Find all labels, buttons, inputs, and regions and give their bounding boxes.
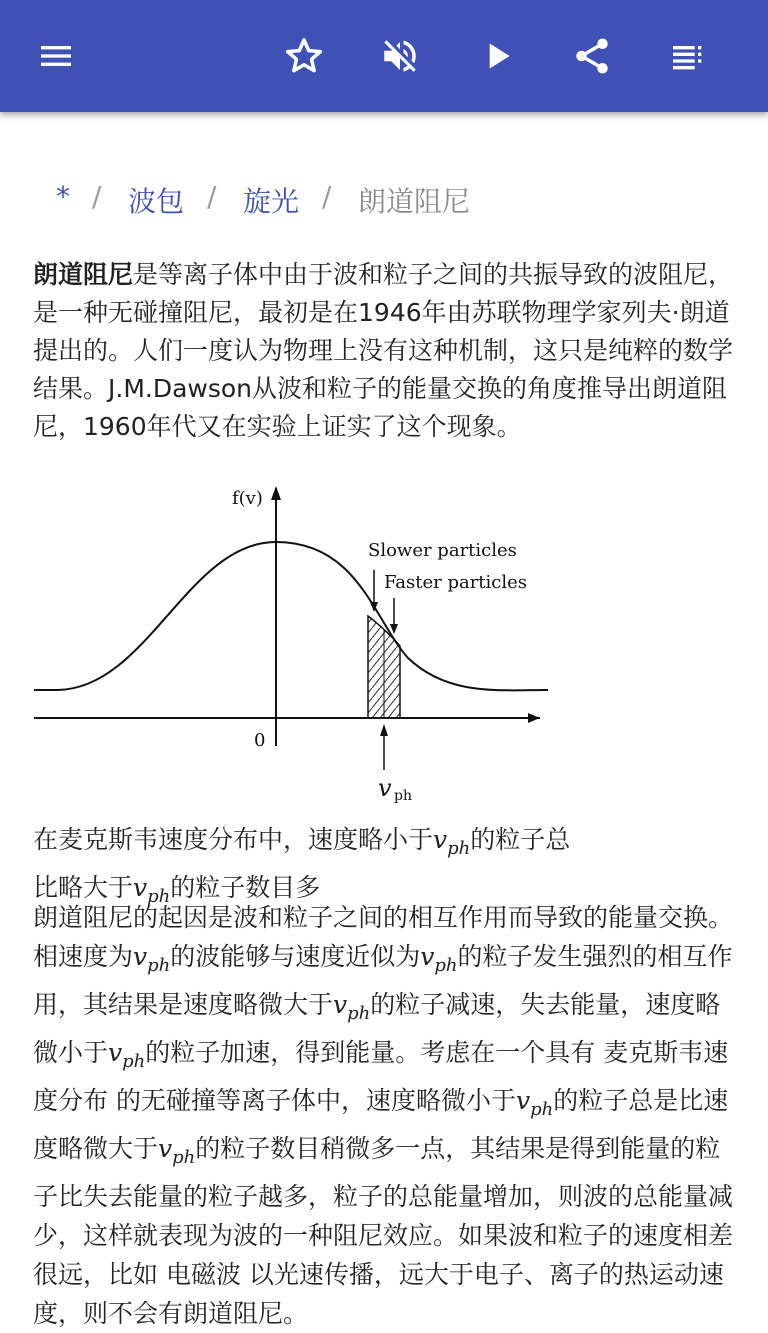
body-text: 的粒子发生强烈的相互作用，其结果是速度略微大于 — [33, 942, 733, 1019]
math-vph: $v_{ph}$ — [133, 942, 171, 976]
body-text: 的粒子减速，失去能量，速度略微小于 — [33, 990, 721, 1067]
playlist-button[interactable] — [658, 26, 718, 86]
menu-button[interactable] — [26, 26, 86, 86]
math-vph: $v_{ph}$ — [108, 1038, 146, 1072]
x-axis-arrow — [528, 713, 540, 723]
vph-label-subscript: ph — [394, 788, 412, 804]
mute-button[interactable] — [370, 26, 430, 86]
breadcrumb-separator: / — [92, 180, 102, 213]
y-axis-arrow — [271, 486, 281, 500]
favorite-button[interactable] — [274, 26, 334, 86]
math-vph: $v_{ph}$ — [433, 825, 471, 859]
volume-off-icon — [379, 35, 421, 77]
vph-label: v — [378, 774, 392, 802]
breadcrumb-separator: / — [322, 180, 332, 213]
breadcrumb-separator: / — [207, 180, 217, 213]
body-text: 的波能够与速度近似为 — [170, 942, 421, 971]
play-button[interactable] — [468, 26, 528, 86]
slower-particles-label: Slower particles — [368, 540, 517, 561]
caption-text: 在麦克斯韦速度分布中，速度略小于 — [33, 825, 434, 854]
breadcrumb — [0, 172, 768, 222]
body-text: 的粒子加速，得到能量。考虑在一个具有 麦克斯韦速度分布 的无碰撞等离子体中，速度略微小于 — [33, 1038, 729, 1115]
share-button[interactable] — [562, 26, 622, 86]
body-paragraph — [33, 898, 738, 1333]
caption-text: 的粒子数目多 — [170, 873, 321, 902]
play-icon — [478, 36, 518, 76]
article-term: 朗道阻尼 — [33, 260, 134, 289]
breadcrumb-item-current: 朗道阻尼 — [358, 185, 471, 218]
vph-arrowhead — [380, 724, 388, 736]
star-icon — [283, 35, 325, 77]
intro-text: 是等离子体中由于波和粒子之间的共振导致的波阻尼，是一种无碰撞阻尼，最初是在1946年由苏联物理学家列夫·朗道提出的。人们一度认为物理上没有这种机制，这只是纯粹的数学结果。J.M.Dawson从波和粒子的能量交换的角度推导出朗道阻尼，1960年代又在实验上证实了这个现象。 — [33, 260, 734, 441]
math-vph: $v_{ph}$ — [133, 873, 171, 907]
body-text: 的粒子总是比速度略微大于 — [33, 1086, 729, 1163]
faster-arrowhead — [390, 624, 398, 634]
body-text: 的粒子数目稍微多一点，其结果是得到能量的粒子比失去能量的粒子越多，粒子的总能量增加，则波的总能量减少，这样就表现为波的一种阻尼效应。如果波和粒子的速度相差很远，比如 电磁波 以光速传播，远大于电子、离子的热运动速度，则不会有朗道阻尼。 — [33, 1134, 734, 1328]
math-vph: $v_{ph}$ — [333, 990, 371, 1024]
math-vph: $v_{ph}$ — [515, 1086, 554, 1120]
breadcrumb-item-home[interactable]: * — [56, 180, 70, 213]
intro-paragraph — [33, 256, 738, 446]
caption-text: 的粒子总比略大于 — [33, 825, 571, 902]
y-axis-label: f(v) — [232, 488, 263, 509]
faster-particles-label: Faster particles — [384, 572, 528, 593]
share-icon — [571, 35, 613, 77]
breadcrumb-item-wave-packet[interactable]: 波包 — [128, 185, 185, 218]
origin-label: 0 — [254, 730, 266, 751]
maxwell-distribution-figure — [28, 478, 558, 808]
body-text: 朗道阻尼的起因是波和粒子之间的相互作用而导致的能量交换。相速度为 — [33, 903, 734, 971]
menu-icon — [36, 36, 76, 76]
math-vph: $v_{ph}$ — [158, 1134, 196, 1168]
app-toolbar — [0, 0, 768, 112]
distribution-curve — [34, 542, 548, 690]
playlist-icon — [668, 36, 708, 76]
math-vph: $v_{ph}$ — [420, 942, 458, 976]
breadcrumb-item-optical-rotation[interactable]: 旋光 — [243, 185, 300, 218]
